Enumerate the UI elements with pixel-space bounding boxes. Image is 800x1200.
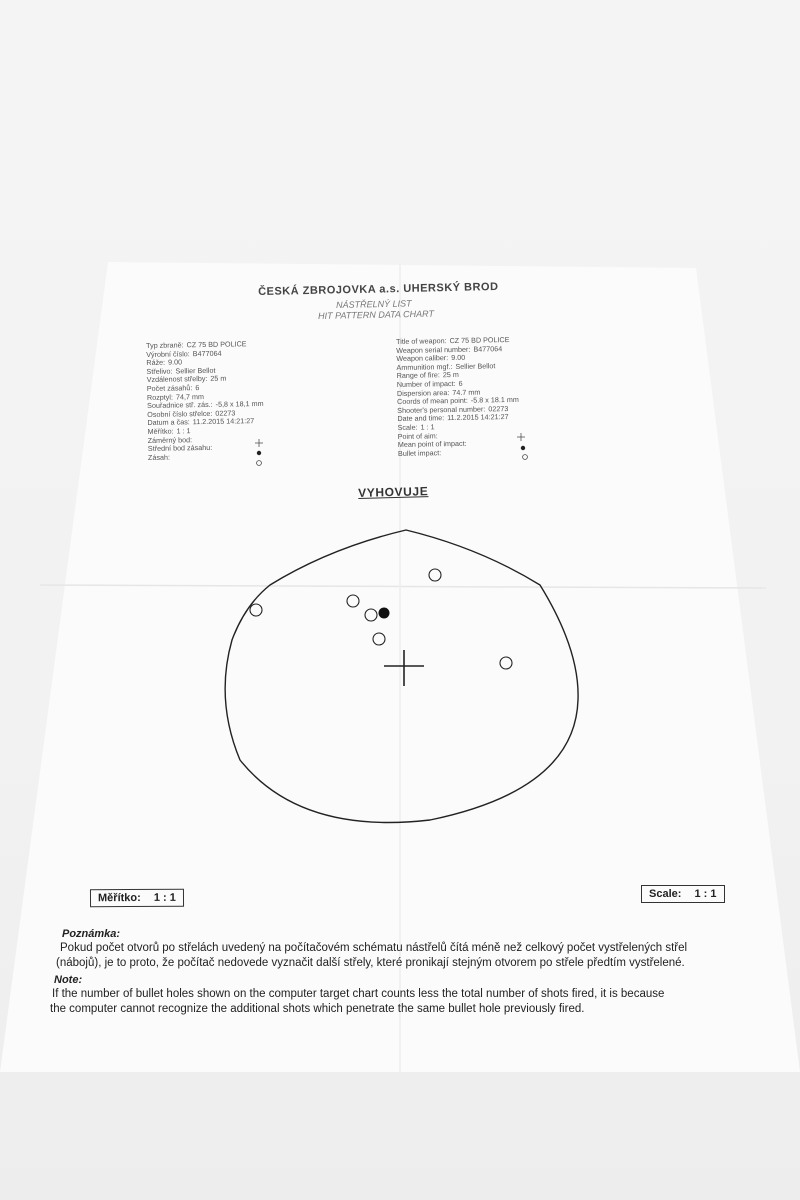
data-row-separator: : bbox=[442, 413, 445, 423]
scale-box-en bbox=[641, 885, 725, 903]
data-row-value: 1 : 1 bbox=[176, 426, 191, 436]
data-row bbox=[398, 448, 520, 459]
data-row-label: Scale bbox=[397, 422, 416, 432]
data-row-value: 74,7 mm bbox=[175, 391, 204, 402]
data-row-label: Rozptyl bbox=[146, 392, 172, 402]
data-row-separator: : bbox=[464, 438, 467, 448]
data-row-value: Sellier Bellot bbox=[455, 361, 496, 371]
data-row-label: Typ zbraně bbox=[145, 340, 182, 350]
data-row-label: Souřadnice stř. zás. bbox=[147, 400, 211, 411]
data-row-label: Záměrný bod bbox=[147, 434, 191, 445]
data-row-value: 6 bbox=[195, 383, 200, 393]
data-sheet-cz bbox=[146, 340, 265, 462]
data-row-separator: : bbox=[439, 447, 442, 457]
data-row-separator: : bbox=[163, 357, 166, 367]
data-row-label: Datum a čas bbox=[147, 417, 188, 428]
data-row-separator: : bbox=[468, 344, 471, 354]
data-row-value: 11.2.2015 14:21:27 bbox=[192, 416, 255, 427]
scale-value-en: 1 : 1 bbox=[694, 888, 717, 900]
data-row-separator: : bbox=[205, 374, 208, 384]
data-row-separator: : bbox=[415, 422, 418, 432]
data-row-label: Bullet impact bbox=[397, 447, 440, 458]
data-row-label: Weapon caliber bbox=[396, 353, 447, 364]
data-row-separator: : bbox=[444, 336, 447, 346]
data-row-label: Range of fire bbox=[396, 370, 438, 381]
data-row-label: Title of weapon bbox=[395, 336, 445, 346]
data-row-separator: : bbox=[170, 392, 174, 402]
data-row-value: 25 m bbox=[210, 373, 227, 384]
data-row-label: Střední bod zásahu bbox=[147, 443, 211, 454]
data-row-separator: : bbox=[483, 404, 486, 414]
data-row-value: 11.2.2015 14:21:27 bbox=[447, 412, 509, 423]
data-row-value: 6 bbox=[458, 378, 463, 388]
note-cz-line2: (nábojů), je to proto, že počítač nedovede vyznačit další střely, které pronikají stejným otvorem po střele předtím vystřelené. bbox=[56, 957, 685, 969]
data-row-separator: : bbox=[190, 383, 193, 393]
data-row-label: Point of aim bbox=[397, 430, 436, 441]
data-row-label: Shooter's personal number bbox=[397, 404, 484, 415]
data-row-separator: : bbox=[437, 370, 440, 380]
data-row-value: CZ 75 BD POLICE bbox=[186, 339, 247, 350]
data-row-label: Výrobní číslo bbox=[146, 348, 188, 359]
data-row-label: Coords of mean point bbox=[397, 395, 466, 407]
data-row-separator: : bbox=[167, 452, 171, 462]
data-row-value: -5,8 x 18,1 mm bbox=[215, 399, 264, 409]
data-row-label: Střelivo bbox=[146, 366, 171, 376]
scale-label-en: Scale: bbox=[649, 888, 682, 900]
data-row-separator: : bbox=[453, 378, 456, 388]
data-row-value: 9.00 bbox=[168, 357, 183, 367]
data-row-value: -5.8 x 18.1 mm bbox=[470, 395, 519, 405]
data-row-value: 1 : 1 bbox=[420, 422, 435, 432]
data-row-separator: : bbox=[181, 340, 184, 350]
data-row-value: Sellier Bellot bbox=[175, 365, 216, 376]
scale-box-cz bbox=[90, 889, 184, 907]
data-row-value: B477064 bbox=[473, 343, 503, 354]
data-row-separator: : bbox=[465, 395, 468, 405]
data-row-value: 02273 bbox=[488, 403, 509, 414]
data-row-value: 74.7 mm bbox=[452, 387, 481, 397]
data-row-separator: : bbox=[187, 417, 190, 427]
note-en-line2: the computer cannot recognize the additional shots which penetrate the same bullet hole previously fired. bbox=[50, 1003, 585, 1015]
data-row-label: Mean point of impact bbox=[397, 438, 465, 450]
data-row-separator: : bbox=[189, 434, 193, 444]
data-row-label: Number of impact bbox=[396, 378, 454, 389]
data-row-separator: : bbox=[210, 442, 213, 453]
data-row-separator: : bbox=[447, 387, 450, 397]
note-title-cz: Poznámka: bbox=[62, 928, 121, 940]
data-row-separator: : bbox=[450, 361, 453, 371]
data-row-label: Vzdálenost střelby bbox=[146, 374, 206, 385]
data-row-value: CZ 75 BD POLICE bbox=[449, 335, 510, 346]
note-en-line1: If the number of bullet holes shown on the computer target chart counts less the total number of shots fired, it is because bbox=[52, 988, 665, 1000]
data-row bbox=[148, 452, 265, 463]
data-sheet-en bbox=[396, 336, 520, 458]
data-row-label: Zásah bbox=[147, 452, 169, 462]
data-row-separator: : bbox=[171, 426, 174, 436]
data-row-value: 9.00 bbox=[451, 352, 466, 363]
note-title-en: Note: bbox=[54, 974, 83, 986]
data-row-label: Dispersion area bbox=[396, 387, 448, 398]
scale-label-cz: Měřítko: bbox=[97, 891, 141, 905]
title-en: HIT PATTERN DATA CHART bbox=[318, 308, 435, 321]
data-row-separator: : bbox=[187, 348, 190, 358]
company-name: ČESKÁ ZBROJOVKA a.s. UHERSKÝ BROD bbox=[258, 280, 499, 298]
title-cz: NÁSTŘELNÝ LIST bbox=[336, 298, 412, 310]
data-row-separator: : bbox=[210, 400, 213, 410]
data-row-separator: : bbox=[446, 353, 449, 363]
data-row-label: Měřítko bbox=[147, 426, 172, 436]
data-row-label: Osobní číslo střelce bbox=[147, 408, 211, 419]
data-row-separator: : bbox=[435, 430, 438, 440]
data-row-value: B477064 bbox=[192, 348, 222, 358]
data-row-value: 25 m bbox=[442, 370, 459, 380]
note-cz-line1: Pokud počet otvorů po střelách uvedený na počítačovém schématu nástřelů čítá méně než celkový počet vystřelených střel bbox=[60, 942, 688, 954]
data-row-label: Date and time bbox=[397, 413, 443, 424]
data-row-label: Ráže bbox=[146, 357, 164, 368]
scale-value-cz: 1 : 1 bbox=[153, 891, 176, 904]
data-row-label: Počet zásahů bbox=[146, 383, 191, 393]
verdict-label: VYHOVUJE bbox=[358, 484, 429, 500]
data-row-value: 02273 bbox=[215, 408, 236, 418]
data-row-label: Ammunition mgf. bbox=[396, 361, 451, 372]
data-row-separator: : bbox=[210, 408, 213, 418]
data-row-separator: : bbox=[170, 366, 173, 376]
data-row-label: Weapon serial number bbox=[396, 344, 469, 355]
